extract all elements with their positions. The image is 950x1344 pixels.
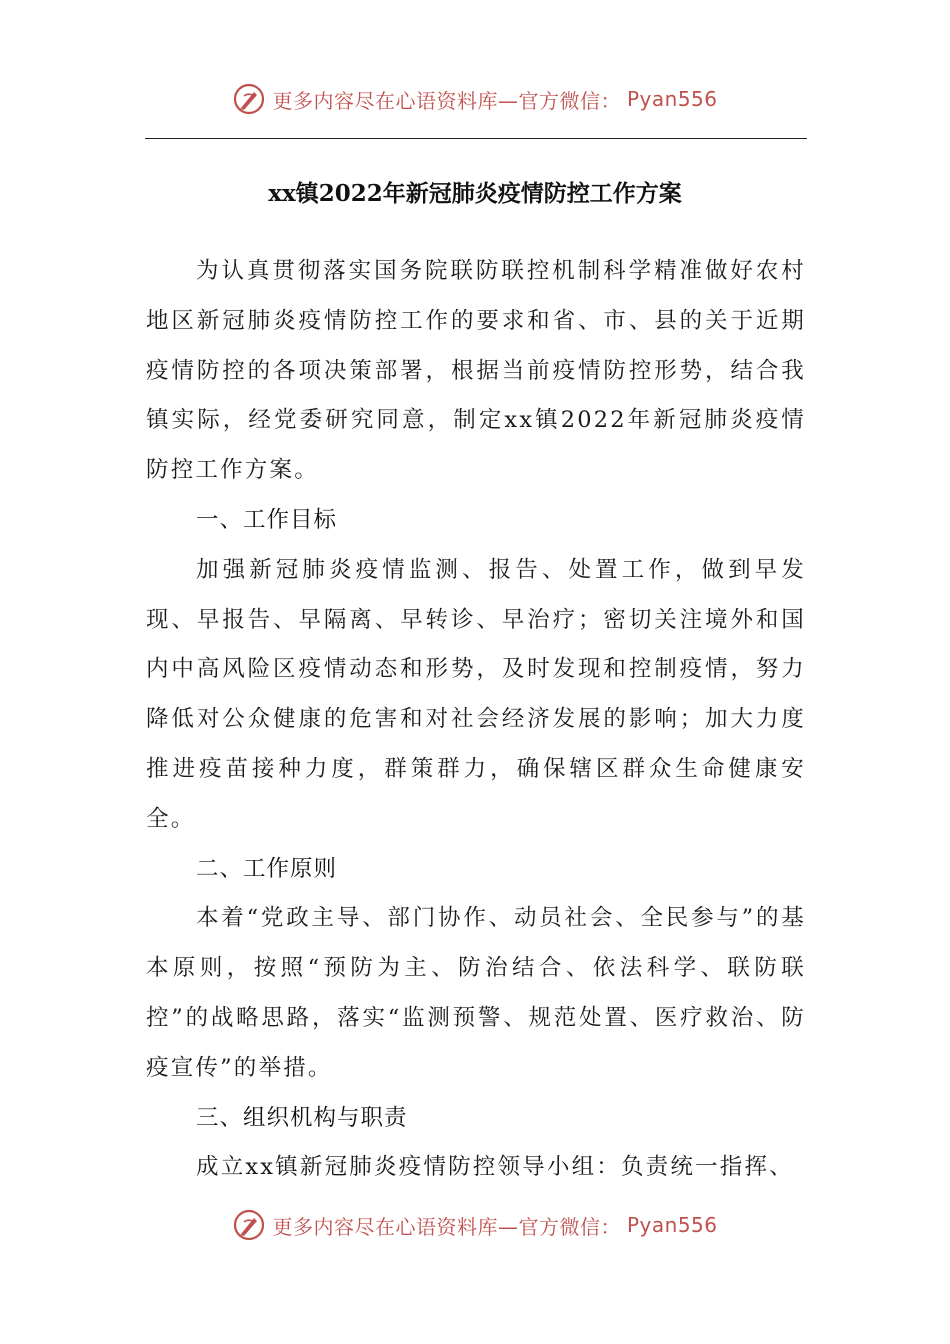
- watermark-footer: [0, 1208, 950, 1242]
- section-heading-goals: 一、工作目标: [196, 506, 338, 533]
- watermark-header: [0, 82, 950, 116]
- section-paragraph-principles: 本着“党政主导、部门协作、动员社会、全民参与”的基本原则，按照“预防为主、防治结合、依法科学、联防联控”的战略思路，落实“监测预警、规范处置、医疗救治、防疫宣传”的举措。: [146, 905, 806, 1081]
- watermark-wechat-id: Pyan556: [626, 1213, 718, 1237]
- watermark-text: 更多内容尽在心语资料库—官方微信：: [272, 88, 621, 113]
- section-heading-principles: 二、工作原则: [196, 855, 338, 882]
- intro-paragraph: 为认真贯彻落实国务院联防联控机制科学精准做好农村地区新冠肺炎疫情防控工作的要求和省、市、县的关于近期疫情防控的各项决策部署，根据当前疫情防控形势，结合我镇实际，经党委研究同意，制定xx镇2022年新冠肺炎疫情防控工作方案。: [146, 258, 806, 484]
- section-paragraph-organization: 成立xx镇新冠肺炎疫情防控领导小组：负责统一指挥、: [196, 1154, 794, 1181]
- watermark-text: 更多内容尽在心语资料库—官方微信：: [272, 1214, 621, 1239]
- document-title: xx镇2022年新冠肺炎疫情防控工作方案: [268, 180, 682, 207]
- pen-nib-icon: [232, 82, 266, 116]
- header-divider: [145, 138, 807, 139]
- pen-nib-icon: [232, 1208, 266, 1242]
- section-heading-organization: 三、组织机构与职责: [196, 1104, 408, 1131]
- section-paragraph-goals: 加强新冠肺炎疫情监测、报告、处置工作，做到早发现、早报告、早隔离、早转诊、早治疗；密切关注境外和国内中高风险区疫情动态和形势，及时发现和控制疫情，努力降低对公众健康的危害和对社会经济发展的影响；加大力度推进疫苗接种力度，群策群力，确保辖区群众生命健康安全。: [146, 556, 806, 832]
- watermark-wechat-id: Pyan556: [626, 87, 718, 111]
- document-body: [146, 247, 806, 1193]
